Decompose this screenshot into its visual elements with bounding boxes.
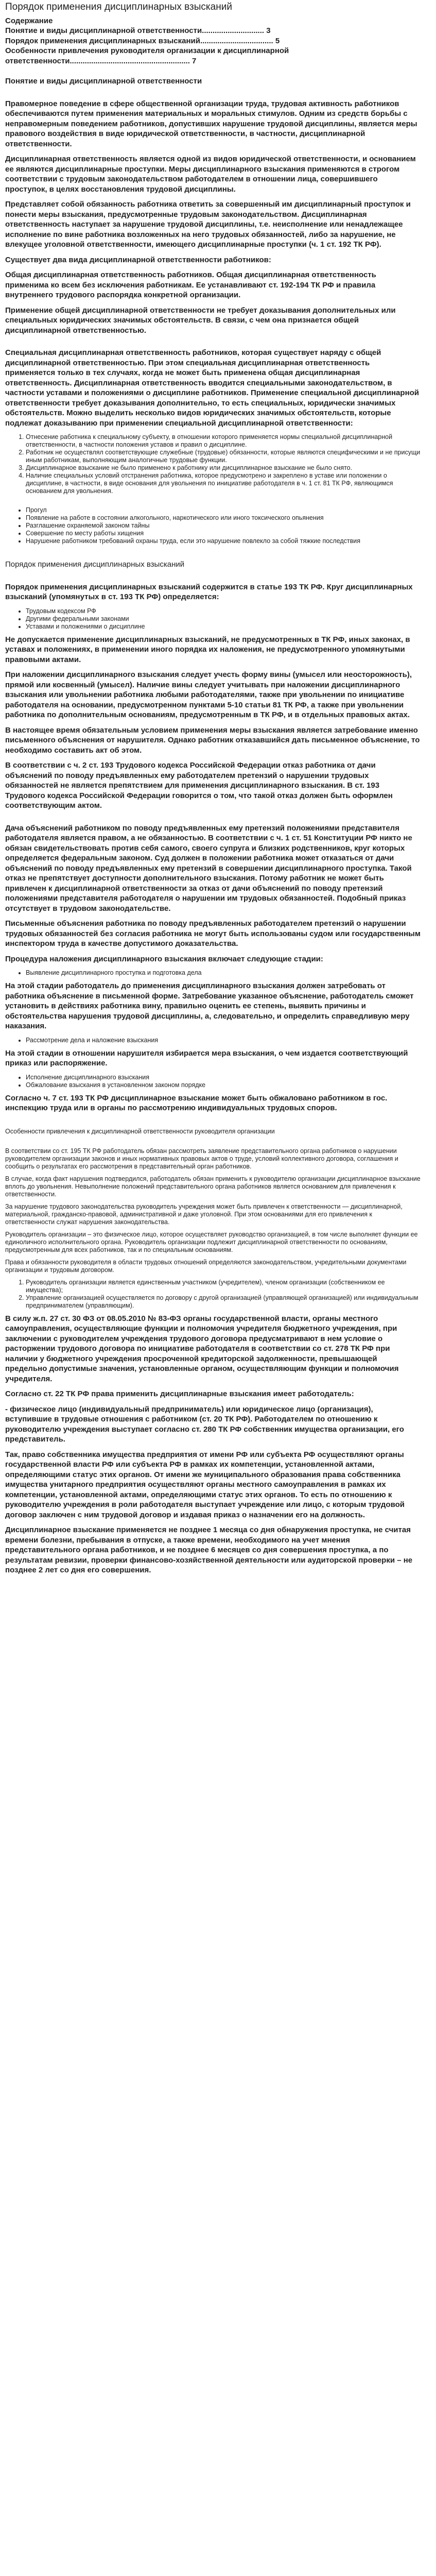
paragraph: В силу ж.п. 27 ст. 30 ФЗ от 08.05.2010 № 83-ФЗ органы государственной власти, органы местного самоуправления, осуществляющие функции и полномочия учредителя бюджетного учреждения, при заключении с руководителем учреждения трудового договора предусматривают в нем условие о расторжении трудового договора по инициативе работодателя в соответствии со ст. 278 ТК РФ при наличии у бюджетного учреждения просроченной кредиторской задолженности, превышающей предельно допустимые значения, установленные органом, осуществляющим функции и полномочия учредителя.: [5, 1314, 399, 1383]
paragraph: Правомерное поведение в сфере общественной организации труда, трудовая активность работников обеспечиваются путем применения материальных и моральных стимулов. Одним из средств борьбы с неправомерным поведением работников, допустивших нарушение трудовой дисциплины, является меры правового воздействия в виде юридической ответственности, в частности, дисциплинарной ответственности.: [5, 99, 417, 148]
toc-heading: Содержание: [5, 16, 53, 25]
list-item: • Разглашение охраняемой законом тайны: [26, 522, 421, 530]
paragraph: За нарушение трудового законодательства руководитель учреждения может быть привлечен к ответственности — дисциплинарной, материальной, гражданско-правовой, административной и даже уголовной. При этом основаниями для его привлечения к ответственности служат нарушения законодательства.: [5, 1202, 403, 1226]
list-item: • Трудовым кодексом РФ: [26, 607, 421, 615]
bullet-list: [5, 969, 421, 977]
list-item: 2. Управление организацией осуществляется по договору с другой организацией (управляющей организацией) или индивидуальным предпринимателем (управляющим).: [26, 1294, 421, 1310]
bullet-list: [5, 1074, 421, 1089]
paragraph: Порядок применения дисциплинарных взысканий содержится в статье 193 ТК РФ. Круг дисциплинарных взысканий (упомянутых в ст. 193 ТК РФ) определяется:: [5, 582, 413, 602]
list-item: • Совершение по месту работы хищения: [26, 530, 421, 537]
paragraph: При наложении дисциплинарного взыскания следует учесть форму вины (умысел или неосторожность), прямой или косвенный (умысел). Наличие вины следует учитывать при наложении дисциплинарного взыскания или увольнении работника любыми работодателями, также при увольнении по инициативе работодателя на основании, предусмотренном пунктами 5-10 статьи 81 ТК РФ, а также при увольнении работника по дополнительным основаниям, предусмотренным в ТК РФ, и в отдельных правовых актах.: [5, 670, 412, 720]
paragraph: Специальная дисциплинарная ответственность работников, которая существует наряду с общей дисциплинарной ответственностью. При этом специальная дисциплинарная ответственность применяется только в тех случаях, когда не может быть применена общая дисциплинарная ответственность. Дисциплинарная ответственность вводится специальными законодательством, в частности уставами и положениями о дисциплине работников. Применение специальной дисциплинарной ответственности требует доказывания дополнительно, то есть специальных, юридически значимых обстоятельств. Можно выделить несколько видов юридических значимых обстоятельств, которые подлежат доказыванию при применении специальной дисциплинарной ответственности:: [5, 348, 420, 428]
list-item: 4. Наличие специальных условий отстранения работника, которое предусмотрено и закреплено в уставе или положении о дисциплине, в частности, в виде основания для увольнения по инициативе работодателя в ч. 1 ст. 81 ТК РФ, являющимся основанием для увольнения.: [26, 472, 421, 495]
list-item: • Выявление дисциплинарного проступка и подготовка дела: [26, 969, 421, 977]
document: [0, 1, 426, 1575]
list-item: • Уставами и положениями о дисциплине: [26, 623, 421, 631]
list-item: • Появление на работе в состоянии алкогольного, наркотического или иного токсического опьянения: [26, 514, 421, 522]
paragraph: Права и обязанности руководителя в области трудовых отношений определяются законодательством, учредительными документами организации и трудовым договором.: [5, 1258, 407, 1274]
bullet-list: [5, 607, 421, 631]
list-item: • Рассмотрение дела и наложение взыскания: [26, 1037, 421, 1044]
list-item: • Нарушение работником требований охраны труда, если это нарушение повлекло за собой тяжкие последствия: [26, 537, 421, 545]
paragraph: В настоящее время обязательным условием применения меры взыскания является затребование именно письменного объяснения от нарушителя. Однако работник отказавшийся дать письменное объяснение, то необходимо составить акт об этом.: [5, 725, 420, 755]
paragraph: Представляет собой обязанность работника ответить за совершенный им дисциплинарный проступок и понести меры взыскания, предусмотренные трудовым законодательством. Дисциплинарная ответственность наступает за нарушение трудовой дисциплины, т.е. неисполнение или ненадлежащее исполнение по вине работника возложенных на него трудовых обязанностей, либо за нарушение, не влекущее уголовной ответственности, имеющего дисциплинарные проступки (ч. 1 ст. 192 ТК РФ).: [5, 200, 411, 249]
page-title: Порядок применения дисциплинарных взысканий: [5, 2, 232, 12]
numbered-list: [5, 433, 421, 495]
paragraph: Существует два вида дисциплинарной ответственности работников:: [5, 255, 271, 264]
paragraph: - физическое лицо (индивидуальный предприниматель) или юридическое лицо (организация), вступившие в трудовые отношения с работником (ст. 20 ТК РФ). Работодателем по отношению к руководителю учреждения выступает согласно ст. 280 ТК РФ собственник имущества организации, его представитель.: [5, 1404, 404, 1444]
toc-item[interactable]: Особенности привлечения руководителя организации к дисциплинарной ответственности........................................................ 7: [5, 46, 289, 65]
list-item: 1. Отнесение работника к специальному субъекту, в отношении которого применяется нормы специальной дисциплинарной ответственности, в частности положения уставов и правил о дисциплине.: [26, 433, 421, 449]
paragraph: Дача объяснений работником по поводу предъявленных ему претензий положениями представителя работодателя является правом, а не обязанностью. В соответствии с ч. 1 ст. 51 Конституции РФ никто не обязан свидетельствовать против себя самого, своего супруга и близких родственников, круг которых определяется федеральным законом. Суд должен в положении работника может отказаться от дачи объяснений по поводу предъявленных ему претензий в совершении дисциплинарного проступка. Такой отказ не препятствует доступности дополнительного взыскания. Потому работник не может быть привлечен к дисциплинарной ответственности за отказ от дачи объяснений по поводу претензий положениями представителя работодателя о нарушении им трудовых обязанностей. Подобный приказ отсутствует в трудовом законодательстве.: [5, 823, 412, 913]
section-heading: Порядок применения дисциплинарных взысканий: [5, 560, 185, 569]
paragraph: Применение общей дисциплинарной ответственности не требует доказывания дополнительных или специальных юридических значимых обстоятельств. В связи, с чем она признается общей дисциплинарной ответственностью.: [5, 306, 396, 335]
paragraph: Процедура наложения дисциплинарного взыскания включает следующие стадии:: [5, 954, 323, 963]
section-heading: Понятие и виды дисциплинарной ответственности: [5, 77, 202, 86]
paragraph: Так, право собственника имущества предприятия от имени РФ или субъекта РФ осуществляют органы государственной власти РФ или субъекта РФ в рамках их компетенции, установленной актами, определяющими статус этих органов. От имени же муниципального образования права собственника имущества унитарного предприятия осуществляют органы местного самоуправления в рамках их компетенции, установленной актами, определяющими статус этих органов. То есть по отношению к руководителю учреждения в роли работодателя выступает учреждение или лицо, с которым трудовой договор заключен с ним трудовой договор и издавая приказ о назначении его на должность.: [5, 1450, 405, 1519]
paragraph: Дисциплинарное взыскание применяется не позднее 1 месяца со дня обнаружения проступка, не считая времени болезни, пребывания в отпуске, а также времени, необходимого на учет мнения представительного органа работников, и не позднее 6 месяцев со дня совершения проступка, а по результатам ревизии, проверки финансово-хозяйственной деятельности или аудиторской проверки – не позднее 2 лет со дня его совершения.: [5, 1526, 413, 1575]
paragraph: Не допускается применение дисциплинарных взысканий, не предусмотренных в ТК РФ, иных законах, в уставах и положениях, в применении иного порядка их наложения, не предусмотренного упомянутыми правовыми актами.: [5, 635, 410, 664]
list-item: • Прогул: [26, 506, 421, 514]
paragraph: На этой стадии работодатель до применения дисциплинарного взыскания должен затребовать от работника объяснение в письменной форме. Затребование указанное объяснение, работодатель сможет установить в действиях работника вину, правильно оценить ее степень, выявить причины и обстоятельства нарушения трудовой дисциплины, а, следовательно, и определить справедливую меру наказания.: [5, 981, 414, 1031]
paragraph: В соответствии с ч. 2 ст. 193 Трудового кодекса Российской Федерации отказ работника от дачи объяснений по поводу предъявленных ему работодателем претензий о нарушении трудовых обязанностей не является препятствием для применения дисциплинарного взыскания. В ст. 193 Трудового кодекса Российской Федерации говорится о том, что такой отказ должен быть оформлен соответствующим актом.: [5, 761, 393, 810]
table-of-contents: [5, 16, 421, 66]
paragraph: Согласно ст. 22 ТК РФ права применить дисциплинарные взыскания имеет работодатель:: [5, 1389, 354, 1399]
toc-item[interactable]: Понятие и виды дисциплинарной ответственности............................. 3: [5, 26, 271, 36]
list-item: • Исполнение дисциплинарного взыскания: [26, 1074, 421, 1081]
list-item: 1. Руководитель организации является единственным участником (учредителем), членом организации (собственником ее имущества);: [26, 1279, 421, 1294]
paragraph: В случае, когда факт нарушения подтвердился, работодатель обязан применить к руководителю организации дисциплинарное взыскание вплоть до увольнения. Невыполнение положений представительного органа работников является основанием для привлечения к ответственности.: [5, 1175, 421, 1198]
bullet-list: [5, 506, 421, 545]
list-item: 3. Дисциплинарное взыскание не было применено к работнику или дисциплинарное взыскание не было снято.: [26, 464, 421, 472]
toc-item[interactable]: Порядок применения дисциплинарных взысканий.................................. 5: [5, 36, 280, 45]
numbered-list: [5, 1279, 421, 1310]
list-item: 2. Работник не осуществлял соответствующие служебные (трудовые) обязанности, которые являются специфическими и не присущи иным работникам, выполняющим аналогичные трудовые функции.: [26, 449, 421, 464]
paragraph: На этой стадии в отношении нарушителя избирается мера взыскания, о чем издается соответствующий приказ или распоряжение.: [5, 1048, 408, 1068]
paragraph: Общая дисциплинарная ответственность работников. Общая дисциплинарная ответственность применима ко всем без исключения работникам. Ее устанавливают ст. 192-194 ТК РФ и правила внутреннего трудового распорядка конкретной организации.: [5, 270, 376, 300]
paragraph: Дисциплинарная ответственность является одной из видов юридической ответственности, и основанием ее являются дисциплинарные проступки. Меры дисциплинарного взыскания применяются в строгом соответствии с трудовым законодательством работодателем в отношении лица, совершившего проступок, в целях восстановления трудовой дисциплины.: [5, 155, 416, 194]
paragraph: Согласно ч. 7 ст. 193 ТК РФ дисциплинарное взыскание может быть обжаловано работником в гос. инспекцию труда или в органы по рассмотрению индивидуальных трудовых споров.: [5, 1093, 388, 1113]
list-item: • Другими федеральными законами: [26, 615, 421, 623]
list-item: • Обжалование взыскания в установленном законом порядке: [26, 1081, 421, 1089]
paragraph: Письменные объяснения работника по поводу предъявленных работодателем претензий о нарушении трудовых обязанностей без согласия работника не могут быть использованы судом или государственным инспектором труда в качестве допустимого доказательства.: [5, 919, 421, 948]
paragraph: Руководитель организации – это физическое лицо, которое осуществляет руководство организацией, в том числе выполняет функции ее единоличного исполнительного органа. Руководитель организации подлежит дисциплинарной ответственности по основаниям, предусмотренным для всех работников, так и по специальным основаниям.: [5, 1230, 418, 1253]
bullet-list: [5, 1037, 421, 1044]
paragraph: В соответствии со ст. 195 ТК РФ работодатель обязан рассмотреть заявление представительного органа работников о нарушении руководителем организации законов и иных нормативных правовых актов о труде, условий коллективного договора, соглашения и сообщить о результатах его рассмотрения в представительный орган работников.: [5, 1147, 398, 1170]
section-heading: Особенности привлечения к дисциплинарной ответственности руководителя организации: [5, 1127, 275, 1135]
